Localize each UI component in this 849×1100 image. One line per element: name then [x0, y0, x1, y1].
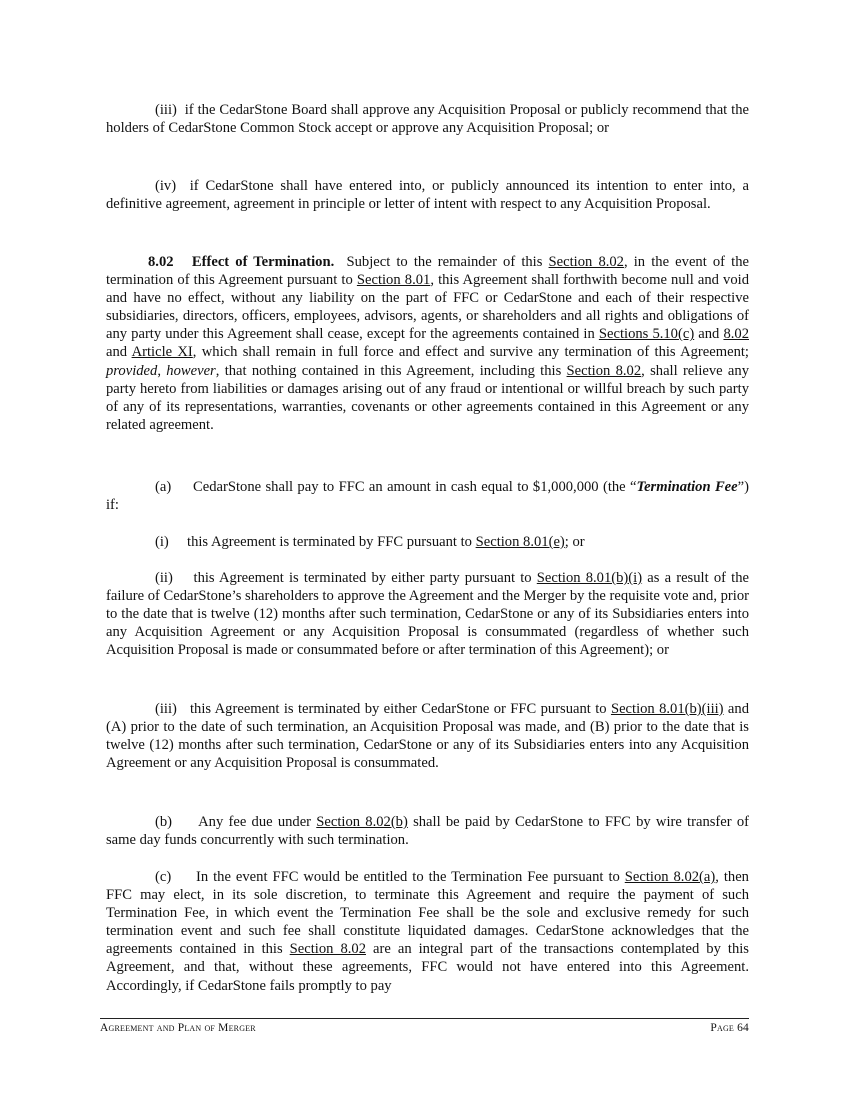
section-ref: Section 8.01(e)	[475, 534, 565, 550]
section-ref: Section 8.02(b)	[316, 814, 408, 830]
section-ref: Sections 5.10(c)	[598, 326, 695, 343]
page-footer	[100, 1018, 749, 1034]
section-ref: Section 8.01	[356, 272, 431, 289]
section-ref: Section 8.02	[548, 254, 624, 270]
section-heading: 8.02 Effect of Termination.	[148, 254, 335, 270]
clause-iii-board-approval: (iii) if the CedarStone Board shall approve any Acquisition Proposal or publicly recommend that the holders of CedarStone Common Stock accept or approve any Acquisition Proposal; or	[106, 102, 749, 137]
defined-term: Termination Fee	[636, 479, 738, 495]
section-ref: Section 8.02(a)	[624, 869, 716, 885]
footer-title: Agreement and Plan of Merger	[100, 1022, 256, 1034]
clause-a-ii: (ii) this Agreement is terminated by either party pursuant to Section 8.01(b)(i) as a result of the failure of CedarStone’s shareholders to approve the Agreement and the Merger by the requisite vote and, prior to the date that is twelve (12) months after such termination, CedarStone or any of its Subsidiaries enters into any Acquisition Agreement or any Acquisition Proposal is consummated (regardless of whether such Acquisition Proposal is made or consummated before or after termination of this Agreement); or	[106, 570, 749, 659]
section-ref: 8.02	[723, 326, 749, 343]
clause-a-i: (i) this Agreement is terminated by FFC pursuant to Section 8.01(e); or	[155, 534, 585, 550]
clause-iv-definitive-agreement: (iv) if CedarStone shall have entered into, or publicly announced its intention to enter into, a definitive agreement, agreement in principle or letter of intent with respect to any Acquisition Proposal.	[106, 178, 749, 213]
section-ref: Section 8.02	[566, 362, 642, 379]
section-8-02-effect-of-termination: 8.02 Effect of Termination. Subject to the remainder of this Section 8.02, in the event of the termination of this Agreement pursuant to Section 8.01, this Agreement shall forthwith become null and void and have no effect, without any liability on the part of FFC or CedarStone and each of their respective subsidiaries, directors, officers, employees, advisors, agents, or shareholders and all rights and obligations of any party under this Agreement shall cease, except for the agreements contained in Sections 5.10(c) and 8.02 and Article XI, which shall remain in full force and effect and survive any termination of this Agreement; provided, however, that nothing contained in this Agreement, including this Section 8.02, shall relieve any party hereto from liabilities or damages arising out of any fraud or intentional or willful breach by such party of any of its representations, warranties, covenants or other agreements contained in this Agreement or any related agreement.	[106, 254, 750, 433]
section-ref: Section 8.01(b)(iii)	[610, 701, 724, 717]
page-number: Page 64	[710, 1022, 749, 1034]
clause-a-iii: (iii) this Agreement is terminated by either CedarStone or FFC pursuant to Section 8.01(b)(iii) and (A) prior to the date of such termination, an Acquisition Proposal was made, and (B) prior to the date that is twelve (12) months after such termination, CedarStone or any of its Subsidiaries enters into any Acquisition Agreement or any Acquisition Proposal is consummated.	[106, 701, 749, 772]
section-ref: Section 8.02	[289, 941, 366, 958]
clause-a-termination-fee: (a) CedarStone shall pay to FFC an amount in cash equal to $1,000,000 (the “Termination Fee”) if:	[106, 479, 749, 514]
clause-b: (b) Any fee due under Section 8.02(b) shall be paid by CedarStone to FFC by wire transfer of same day funds concurrently with such termination.	[106, 814, 750, 849]
section-ref: Section 8.01(b)(i)	[536, 570, 643, 586]
clause-c: (c) In the event FFC would be entitled to the Termination Fee pursuant to Section 8.02(a), then FFC may elect, in its sole discretion, to terminate this Agreement and require the payment of such Termination Fee, in which event the Termination Fee shall be the sole and exclusive remedy for such termination event and such fee shall constitute liquidated damages. CedarStone acknowledges that the agreements contained in this Section 8.02 are an integral part of the transactions contemplated by this Agreement, and that, without these agreements, FFC would not have entered into this Agreement. Accordingly, if CedarStone fails promptly to pay	[106, 869, 749, 994]
article-ref: Article XI	[131, 344, 193, 361]
